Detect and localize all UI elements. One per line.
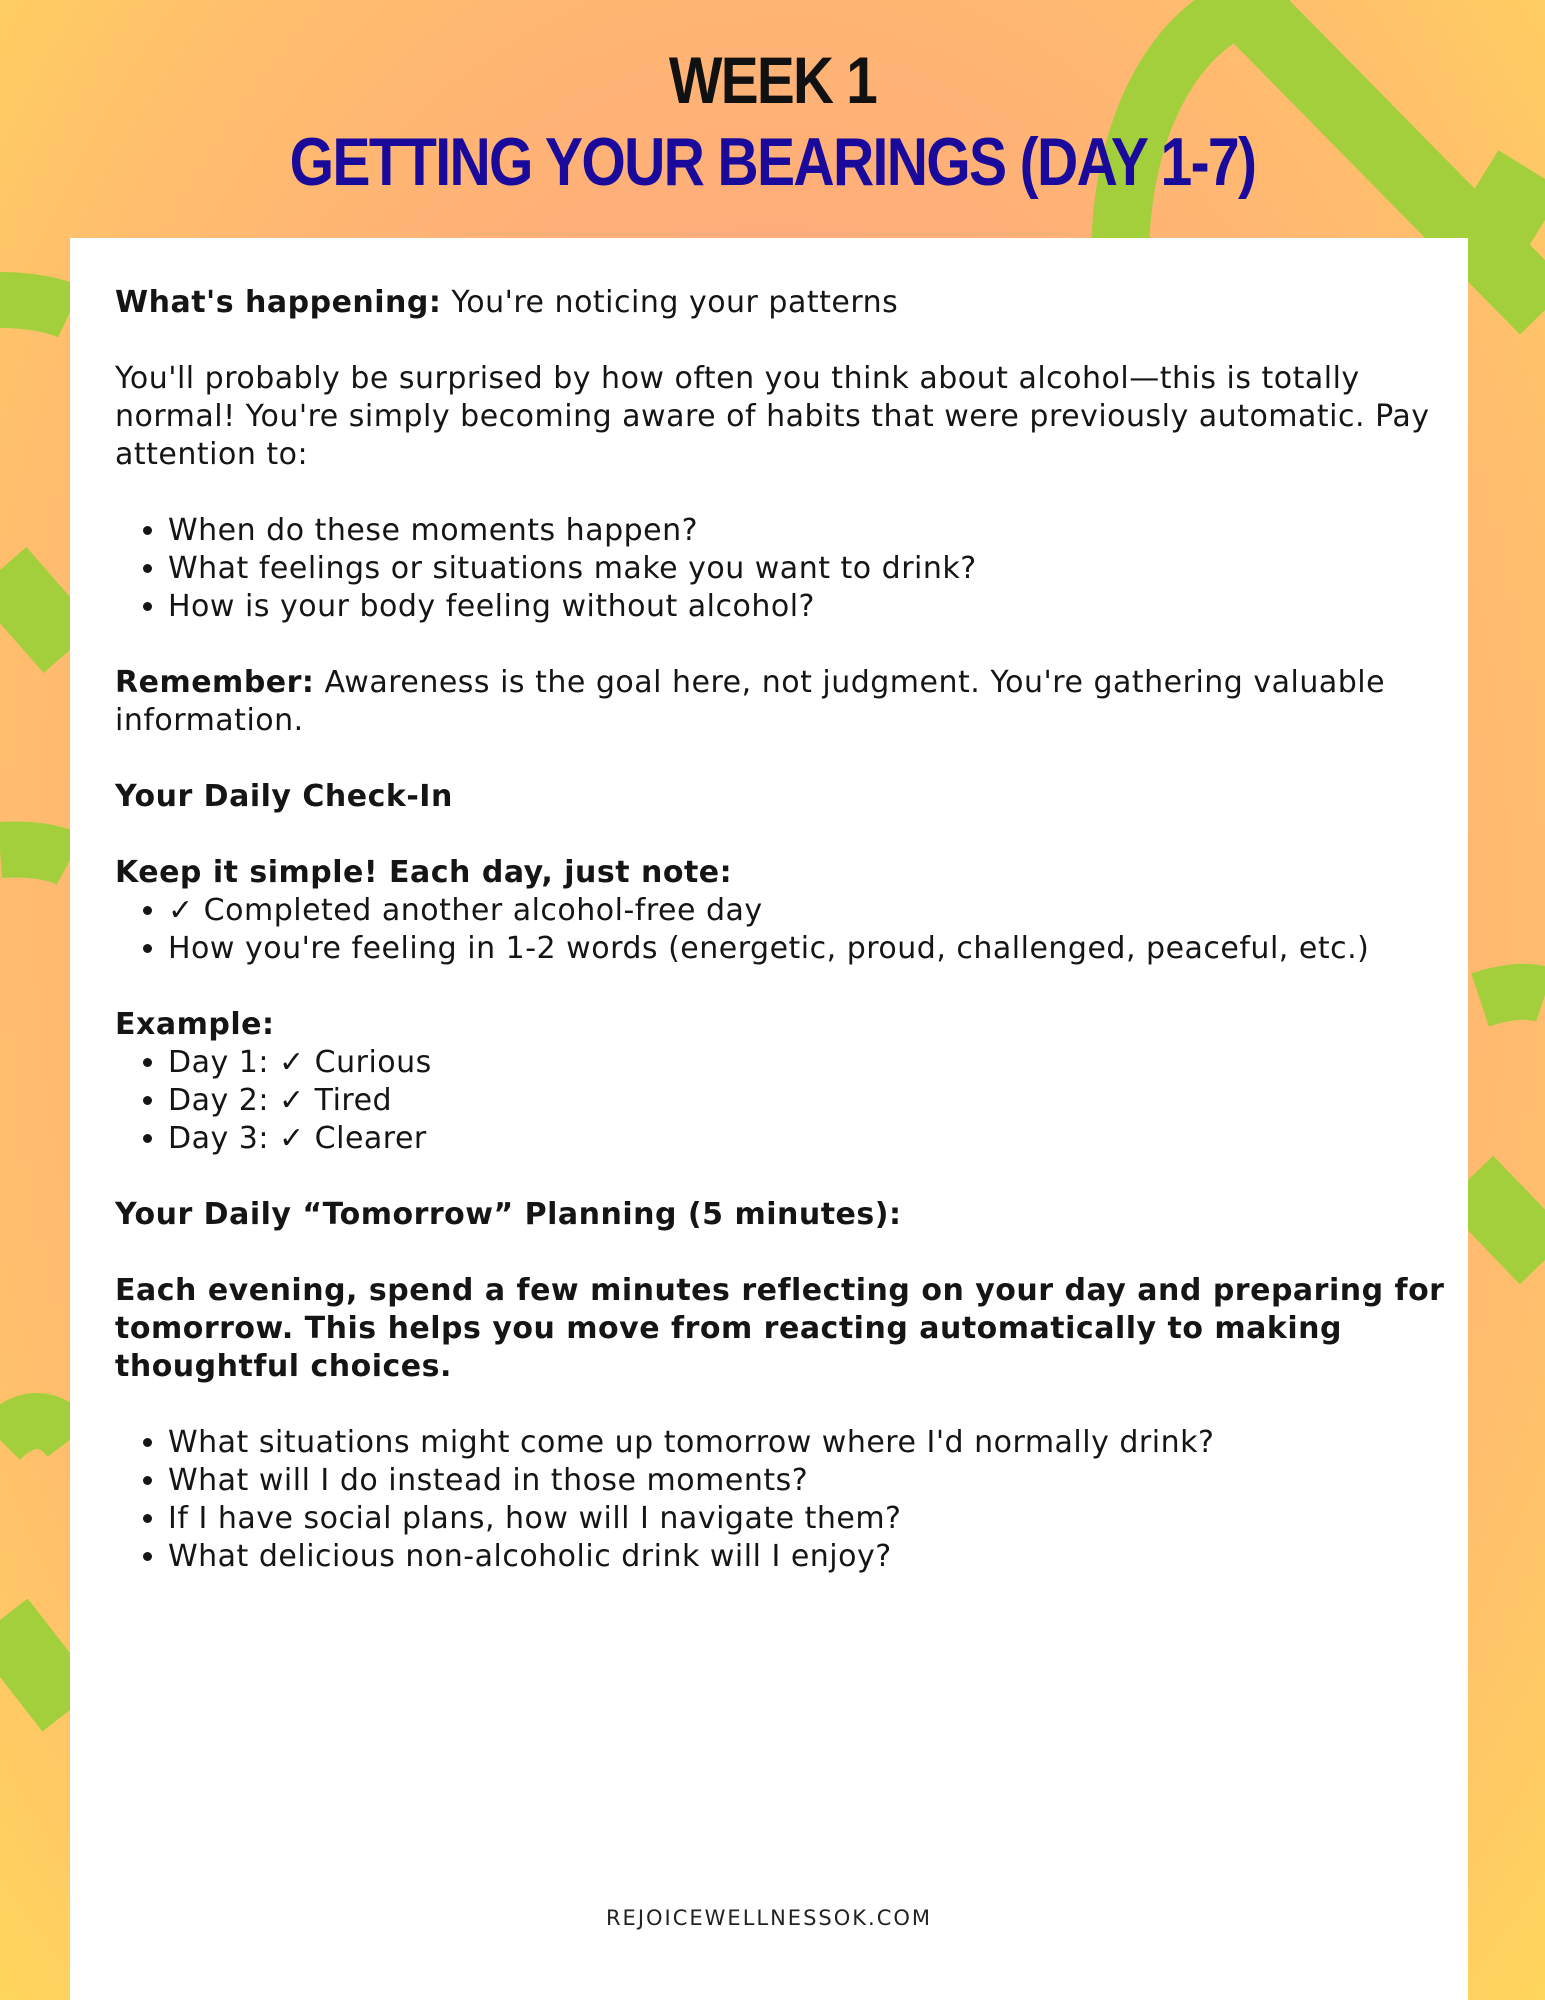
intro-text: You're noticing your patterns [441, 285, 899, 320]
list-item: • If I have social plans, how will I navigate them? [168, 1500, 1455, 1538]
attention-list [115, 512, 1455, 626]
content-body [115, 284, 1455, 1576]
remember-label: Remember: [115, 665, 315, 700]
intro-paragraph: You'll probably be surprised by how often you think about alcohol—this is totally normal! You're simply becoming aware of habits that were previously automatic. Pay attention to: [115, 361, 1430, 472]
intro-line [115, 284, 1455, 322]
content-card [70, 238, 1468, 2000]
green-stripe-right-middle [1480, 992, 1545, 1000]
green-stripe-left-top [0, 300, 70, 312]
checkin-heading: Your Daily Check-In [115, 779, 453, 814]
list-item: • What delicious non-alcoholic drink will I enjoy? [168, 1538, 1455, 1576]
list-item: • Day 1: ✓ Curious [168, 1044, 1455, 1082]
remember-text: Awareness is the goal here, not judgment. You're gathering valuable information. [115, 665, 1386, 738]
remember-note [115, 664, 1455, 740]
planning-heading: Your Daily “Tomorrow” Planning (5 minutes): [115, 1197, 902, 1232]
example-list [115, 1044, 1455, 1158]
list-item: • What feelings or situations make you want to drink? [168, 550, 1455, 588]
green-stripe-left-diagonal [0, 570, 70, 650]
list-item: • Day 3: ✓ Clearer [168, 1120, 1455, 1158]
list-item: • When do these moments happen? [168, 512, 1455, 550]
green-stripe-left-middle [0, 849, 70, 860]
green-stripe-right-lower [1468, 1180, 1545, 1260]
list-item: • What will I do instead in those moments? [168, 1462, 1455, 1500]
checkin-list [115, 892, 1455, 968]
list-item: • How you're feeling in 1-2 words (energetic, proud, challenged, peaceful, etc.) [168, 930, 1455, 968]
list-item: • Day 2: ✓ Tired [168, 1082, 1455, 1120]
example-heading: Example: [115, 1007, 275, 1042]
page-header [0, 40, 1545, 204]
page-title: GETTING YOUR BEARINGS (DAY 1-7) [289, 124, 1256, 200]
planning-list [115, 1424, 1455, 1576]
checkin-subheading: Keep it simple! Each day, just note: [115, 855, 733, 890]
green-stripe-left-lower [0, 1421, 70, 1440]
planning-intro: Each evening, spend a few minutes reflecting on your day and preparing for tomorrow. This helps you move from reacting automatically to making thoughtful choices. [115, 1273, 1445, 1384]
list-item: • How is your body feeling without alcohol? [168, 588, 1455, 626]
footer-website: REJOICEWELLNESSOK.COM [605, 1906, 933, 1930]
intro-label: What's happening: [115, 285, 442, 320]
week-label: WEEK 1 [668, 43, 877, 117]
green-stripe-left-bottom [0, 1620, 70, 1710]
list-item: • ✓ Completed another alcohol-free day [168, 892, 1455, 930]
list-item: • What situations might come up tomorrow where I'd normally drink? [168, 1424, 1455, 1462]
